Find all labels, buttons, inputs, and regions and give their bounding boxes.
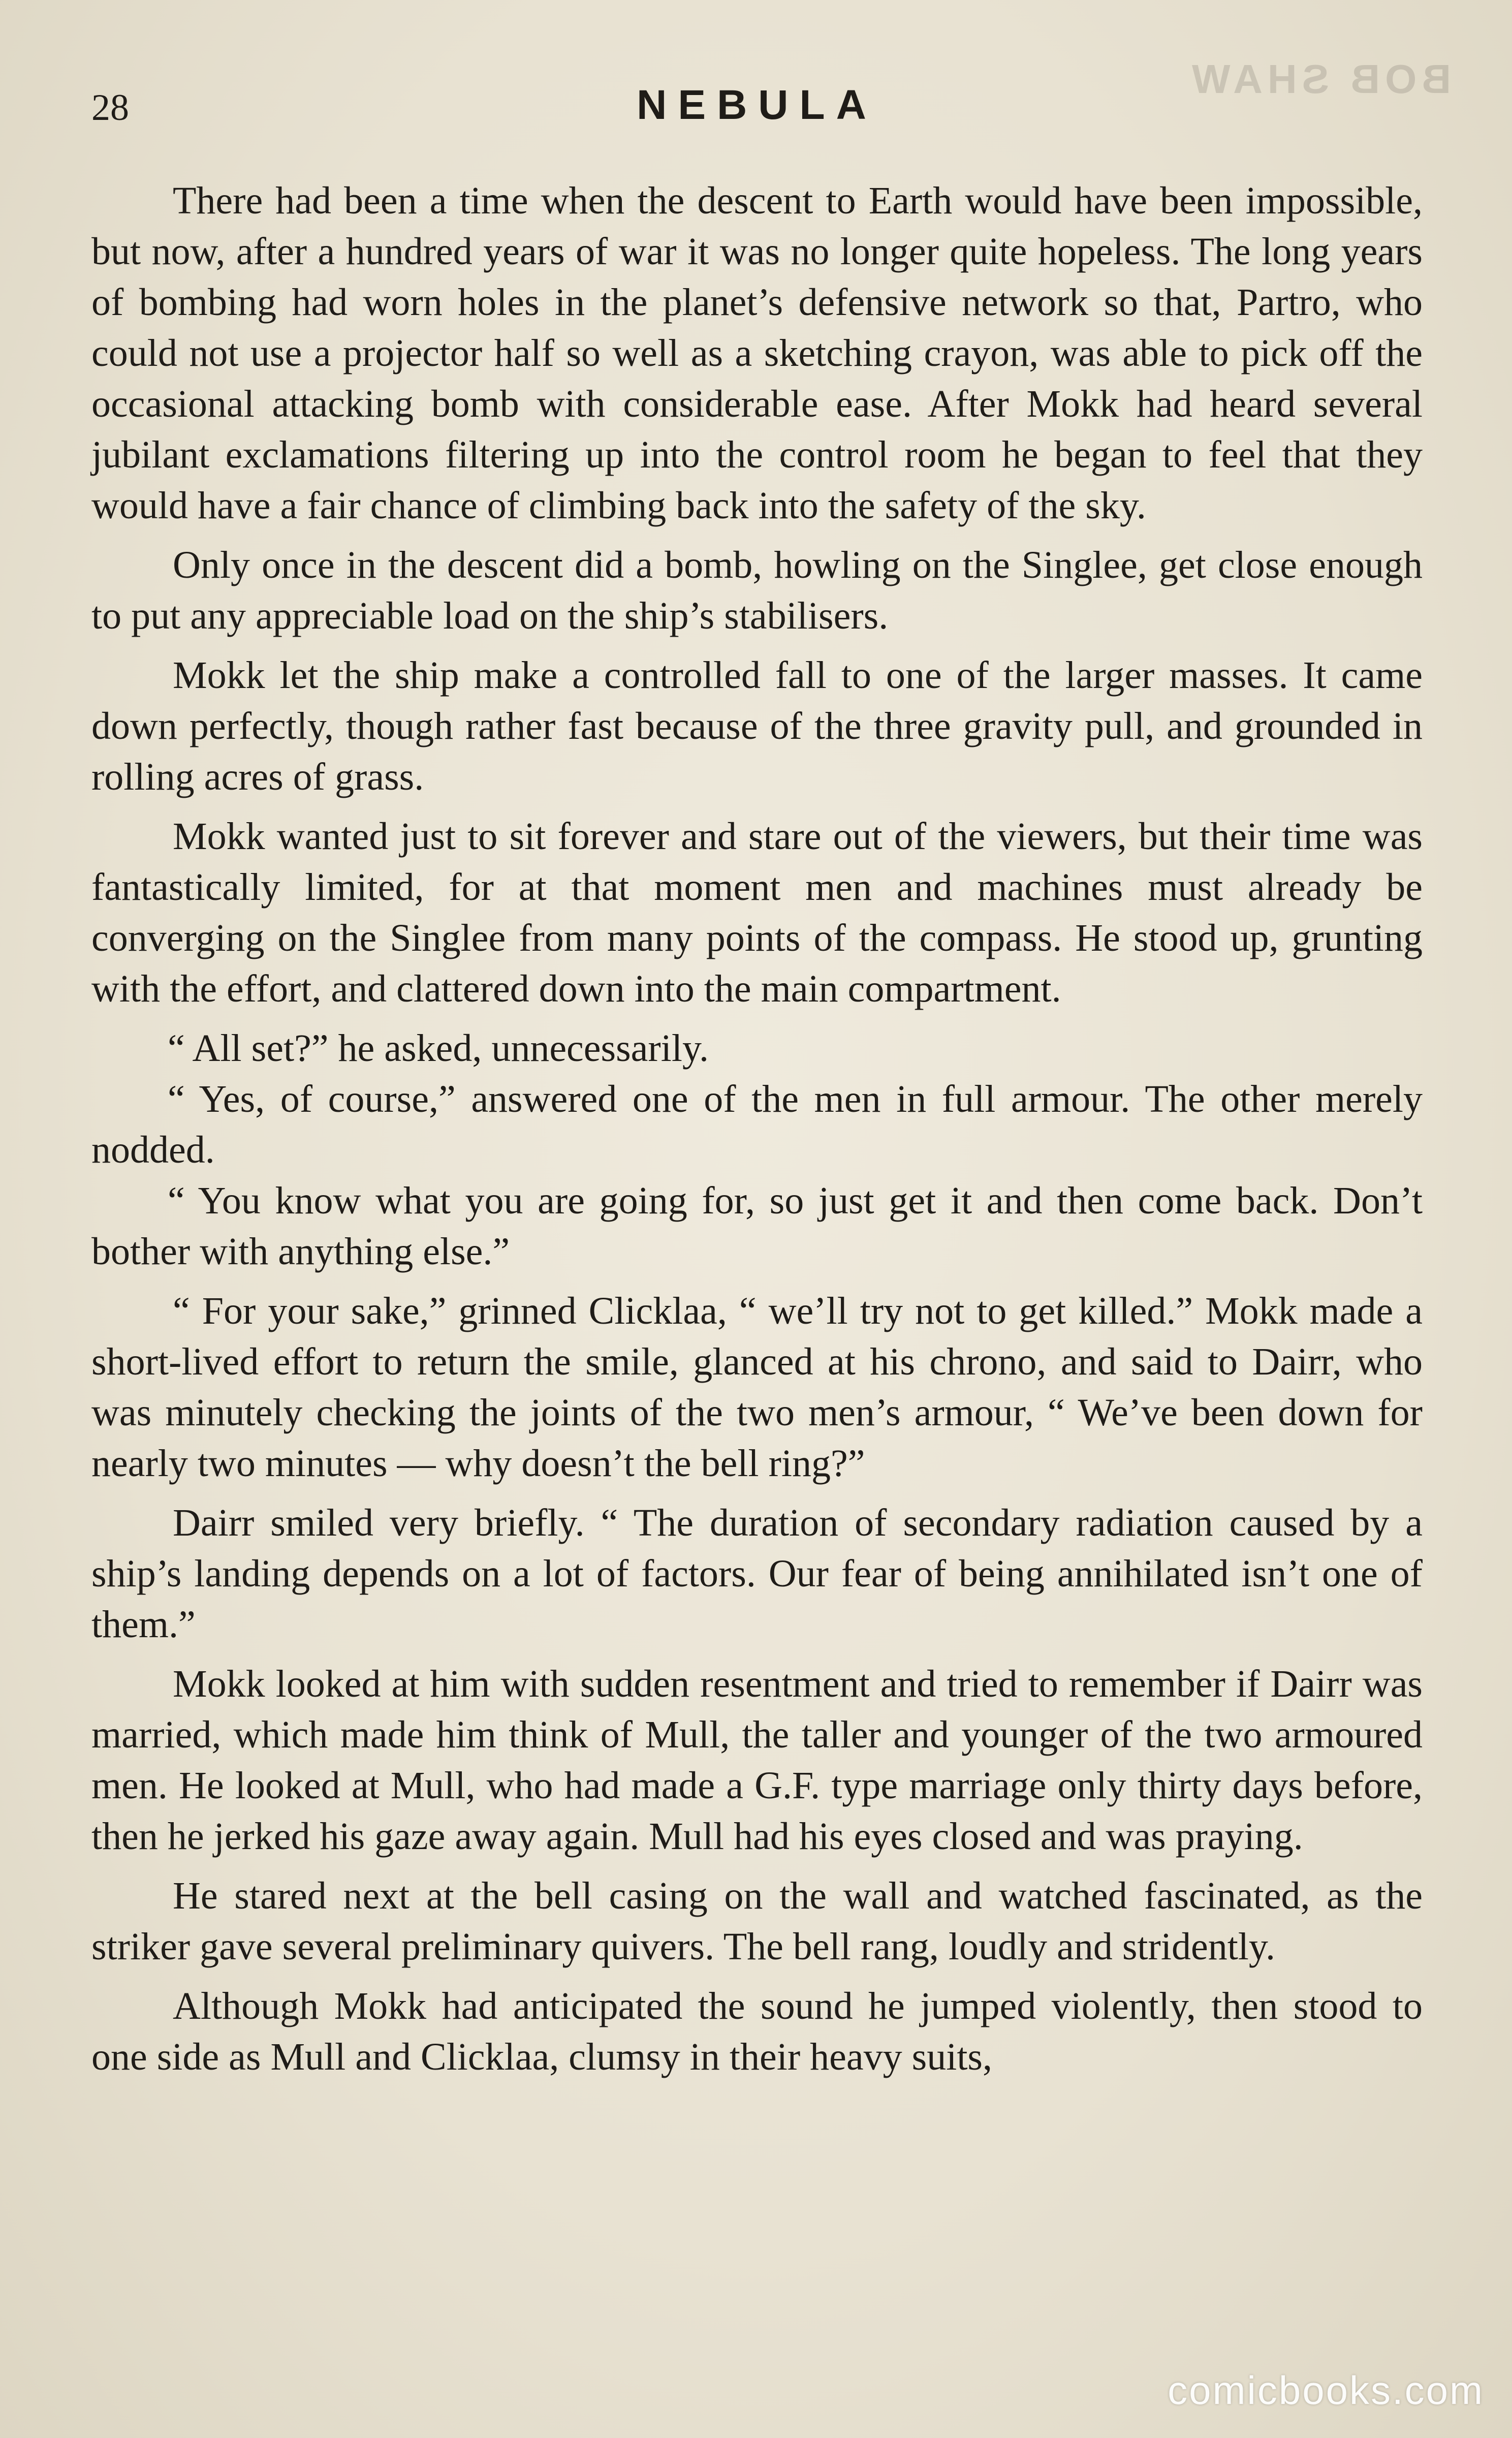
- paragraph: “ You know what you are going for, so just get it and then come back. Don’t bother with anything else.”: [91, 1179, 1423, 1273]
- story-text: [91, 175, 1423, 2091]
- watermark: comicbooks.com: [1168, 2368, 1484, 2413]
- paragraph: Mokk let the ship make a controlled fall to one of the larger masses. It came down perfectly, though rather fast because of the three gravity pull, and grounded in rolling acres of grass.: [91, 654, 1423, 798]
- paragraph: Mokk looked at him with sudden resentment and tried to remember if Dairr was married, which made him think of Mull, the taller and younger of the two armoured men. He looked at Mull, who had made a G.F. type marriage only thirty days before, then he jerked his gaze away again. Mull had his eyes closed and was praying.: [91, 1663, 1423, 1858]
- paragraph: “ For your sake,” grinned Clicklaa, “ we’ll try not to get killed.” Mokk made a short-lived effort to return the smile, glanced at his chrono, and said to Dairr, who was minutely checking the joints of the two men’s armour, “ We’ve been down for nearly two minutes — why doesn’t the bell ring?”: [91, 1290, 1423, 1485]
- running-title: NEBULA: [637, 82, 877, 128]
- paragraph: “ Yes, of course,” answered one of the men in full armour. The other merely nodded.: [91, 1078, 1423, 1171]
- paragraph: Mokk wanted just to sit forever and stare out of the viewers, but their time was fantastically limited, for at that moment men and machines must already be converging on the Singlee from many points of the compass. He stood up, grunting with the effort, and clattered down into the main compartment.: [91, 815, 1423, 1010]
- bleed-through-text: BOB SHAW: [1187, 56, 1451, 102]
- paragraph: Although Mokk had anticipated the sound he jumped violently, then stood to one side as Mull and Clicklaa, clumsy in their heavy suits,: [91, 1985, 1423, 2078]
- paragraph: “ All set?” he asked, unnecessarily.: [168, 1027, 709, 1070]
- page-header: [91, 81, 1423, 142]
- paragraph: He stared next at the bell casing on the wall and watched fascinated, as the striker gave several preliminary quivers. The bell rang, loudly and stridently.: [91, 1874, 1423, 1968]
- paragraph: Only once in the descent did a bomb, howling on the Singlee, get close enough to put any appreciable load on the ship’s stabilisers.: [91, 544, 1423, 637]
- paragraph: There had been a time when the descent to Earth would have been impossible, but now, after a hundred years of war it was no longer quite hopeless. The long years of bombing had worn holes in the planet’s defensive network so that, Partro, who could not use a projector half so well as a sketching crayon, was able to pick off the occasional attacking bomb with considerable ease. After Mokk had heard several jubilant exclamations filtering up into the control room he began to feel that they would have a fair chance of climbing back into the safety of the sky.: [91, 179, 1423, 527]
- page-number: 28: [91, 87, 129, 129]
- paragraph: Dairr smiled very briefly. “ The duration of secondary radiation caused by a ship’s landing depends on a lot of factors. Our fear of being annihilated isn’t one of them.”: [91, 1502, 1423, 1646]
